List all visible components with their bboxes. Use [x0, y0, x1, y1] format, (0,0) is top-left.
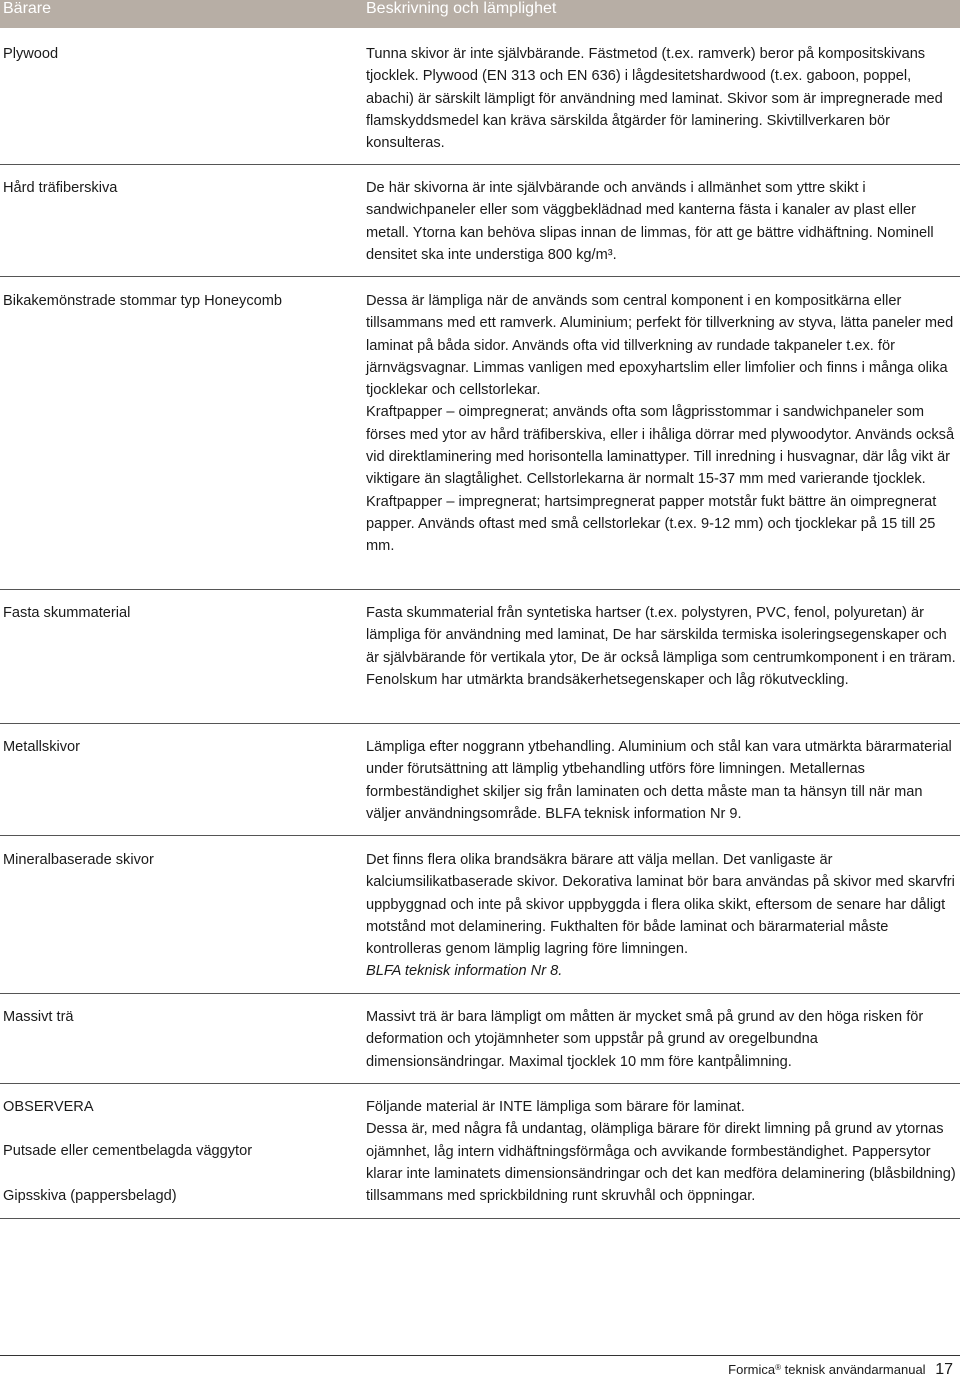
row-description	[366, 736, 960, 825]
row-labels	[3, 1096, 343, 1207]
row-divider	[0, 1083, 960, 1084]
table-header	[0, 0, 960, 28]
description-paragraph: Kraftpapper – oimpregnerat; används ofta som lågprisstommar i sandwichpaneler som förses med ytor av hård träfiberskiva, eller i ihåliga dörrar med plywoodytor. Används också vid direktlaminering med horisontella laminattyper. Till inredning i husvagnar, där låg vikt är viktigare än slagtålighet. Cellstorlekarna är normalt 15-37 mm med varierande tjocklek.	[366, 404, 955, 488]
description-paragraph: Tunna skivor är inte självbärande. Fästmetod (t.ex. ramverk) beror på kompositskivans tjocklek. Plywood (EN 313 och EN 636) i lågdesitetshardwood (t.ex. gaboon, poppel, abachi) är särskilt lämpligt för användning med laminat. Skivor som är impregnerade med flamskyddsmedel kan kräva särskilda åtgärder för laminering. Skivtillverkaren bör konsulteras.	[366, 46, 943, 152]
description-paragraph: Dessa är lämpliga när de används som central komponent i en kompositkärna eller tillsammans med ett ramverk. Aluminium; perfekt för tillverkning av styva, lätta paneler med laminat på båda sidor. Används ofta vid tillverkning av rundade takpaneler t.ex. för järnvägsvagnar. Limmas vanligen med epoxyhartslim eller limfolier och finns i många olika tjocklekar och cellstorlekar.	[366, 293, 954, 399]
footer-title: teknisk användarmanual	[784, 1362, 926, 1377]
description-paragraph: Det finns flera olika brandsäkra bärare att välja mellan. Det vanligaste är kalciumsilikatbaserade skivor. Dekorativa laminat bör bara användas på skivor med skarvfri uppbyggnad och inte på skivor uppbyggda i flera olika skikt, eftersom de senare har dåligt motstånd mot delaminering. Fukthalten för både laminat och bärarmaterial måste kontrolleras genom lämplig lagring före limningen.	[366, 852, 955, 958]
row-divider	[0, 589, 960, 590]
observe-heading: OBSERVERA	[3, 1099, 94, 1115]
row-description	[366, 1006, 960, 1073]
row-label: Fasta skummaterial	[3, 605, 131, 621]
header-description: Beskrivning och lämplighet	[366, 0, 557, 17]
description-paragraph: Dessa är, med några få undantag, olämpliga bärare för direkt limning på grund av ytornas ojämnhet, låg intern vidhäftningsförmåga och avvikande formbeständighet. Pappersytor klarar inte laminatets dimensionsändringar och det kan medföra delaminering (blåsbildning) tillsammans med sprickbildning runt skruvhål och öppningar.	[366, 1121, 956, 1205]
description-paragraph: Fasta skummaterial från syntetiska hartser (t.ex. polystyren, PVC, fenol, polyuretan) är lämpliga för användning med laminat, De har särskilda termiska isoleringsegenskaper och är självbärande för vertikala ytor, De är också lämpliga som centrumkomponent i en träram. Fenolskum har utmärkta brandsäkerhetsegenskaper och låg rökutveckling.	[366, 605, 956, 688]
description-paragraph: De här skivorna är inte självbärande och används i allmänhet som yttre skikt i sandwichpaneler eller som väggbeklädnad med kanterna fästa i kanaler av plast eller metall. Ytorna kan behöva slipas innan de limmas, för att ge bättre vidhäftning. Nominell densitet ska inte understiga 800 kg/m³.	[366, 180, 934, 263]
row-label: Hård träfiberskiva	[3, 180, 118, 196]
description-paragraph: Kraftpapper – impregnerat; hartsimpregnerat papper motstår fukt bättre än oimpregnerat papper. Används oftast med små cellstorlekar (t.ex. 9-12 mm) och tjocklekar på 15 till 25 mm.	[366, 493, 937, 555]
footer-divider	[0, 1355, 960, 1356]
row-description	[366, 1096, 960, 1207]
footer-brand: Formica	[728, 1362, 776, 1377]
row-label: Massivt trä	[3, 1009, 74, 1025]
header-carrier: Bärare	[3, 0, 52, 17]
row-divider	[0, 723, 960, 724]
description-paragraph: Lämpliga efter noggrann ytbehandling. Aluminium och stål kan vara utmärkta bärarmaterial under förutsättning att lämplig ytbehandling utförs före limningen. Metallernas formbeständighet skiljer sig från laminaten och detta måste man ta hänsyn till när man väljer användningsområde. BLFA teknisk information Nr 9.	[366, 739, 952, 822]
row-description	[366, 849, 960, 983]
row-description	[366, 602, 960, 691]
row-description	[366, 43, 960, 154]
row-divider	[0, 164, 960, 165]
row-label: Mineralbaserade skivor	[3, 852, 154, 868]
registered-mark: ®	[775, 1363, 782, 1372]
row-divider	[0, 1218, 960, 1219]
row-divider	[0, 835, 960, 836]
description-reference: BLFA teknisk information Nr 8.	[366, 963, 563, 980]
row-label: Putsade eller cementbelagda väggytor	[3, 1143, 253, 1160]
row-description	[366, 177, 960, 266]
page-number: 17	[935, 1361, 953, 1378]
page-footer	[728, 1360, 953, 1378]
row-description	[366, 290, 960, 558]
row-label: Metallskivor	[3, 739, 81, 755]
description-paragraph: Följande material är INTE lämpliga som bärare för laminat.	[366, 1099, 745, 1115]
row-divider	[0, 276, 960, 277]
row-label: Bikakemönstrade stommar typ Honeycomb	[3, 293, 283, 309]
row-label: Gipsskiva (pappersbelagd)	[3, 1187, 177, 1204]
row-label: Plywood	[3, 46, 59, 62]
row-divider	[0, 993, 960, 994]
description-paragraph: Massivt trä är bara lämpligt om måtten är mycket små på grund av den höga risken för deformation och ytojämnheter som uppstår på grund av oregelbundna dimensionsändringar. Maximal tjocklek 10 mm före kantpålimning.	[366, 1009, 924, 1070]
